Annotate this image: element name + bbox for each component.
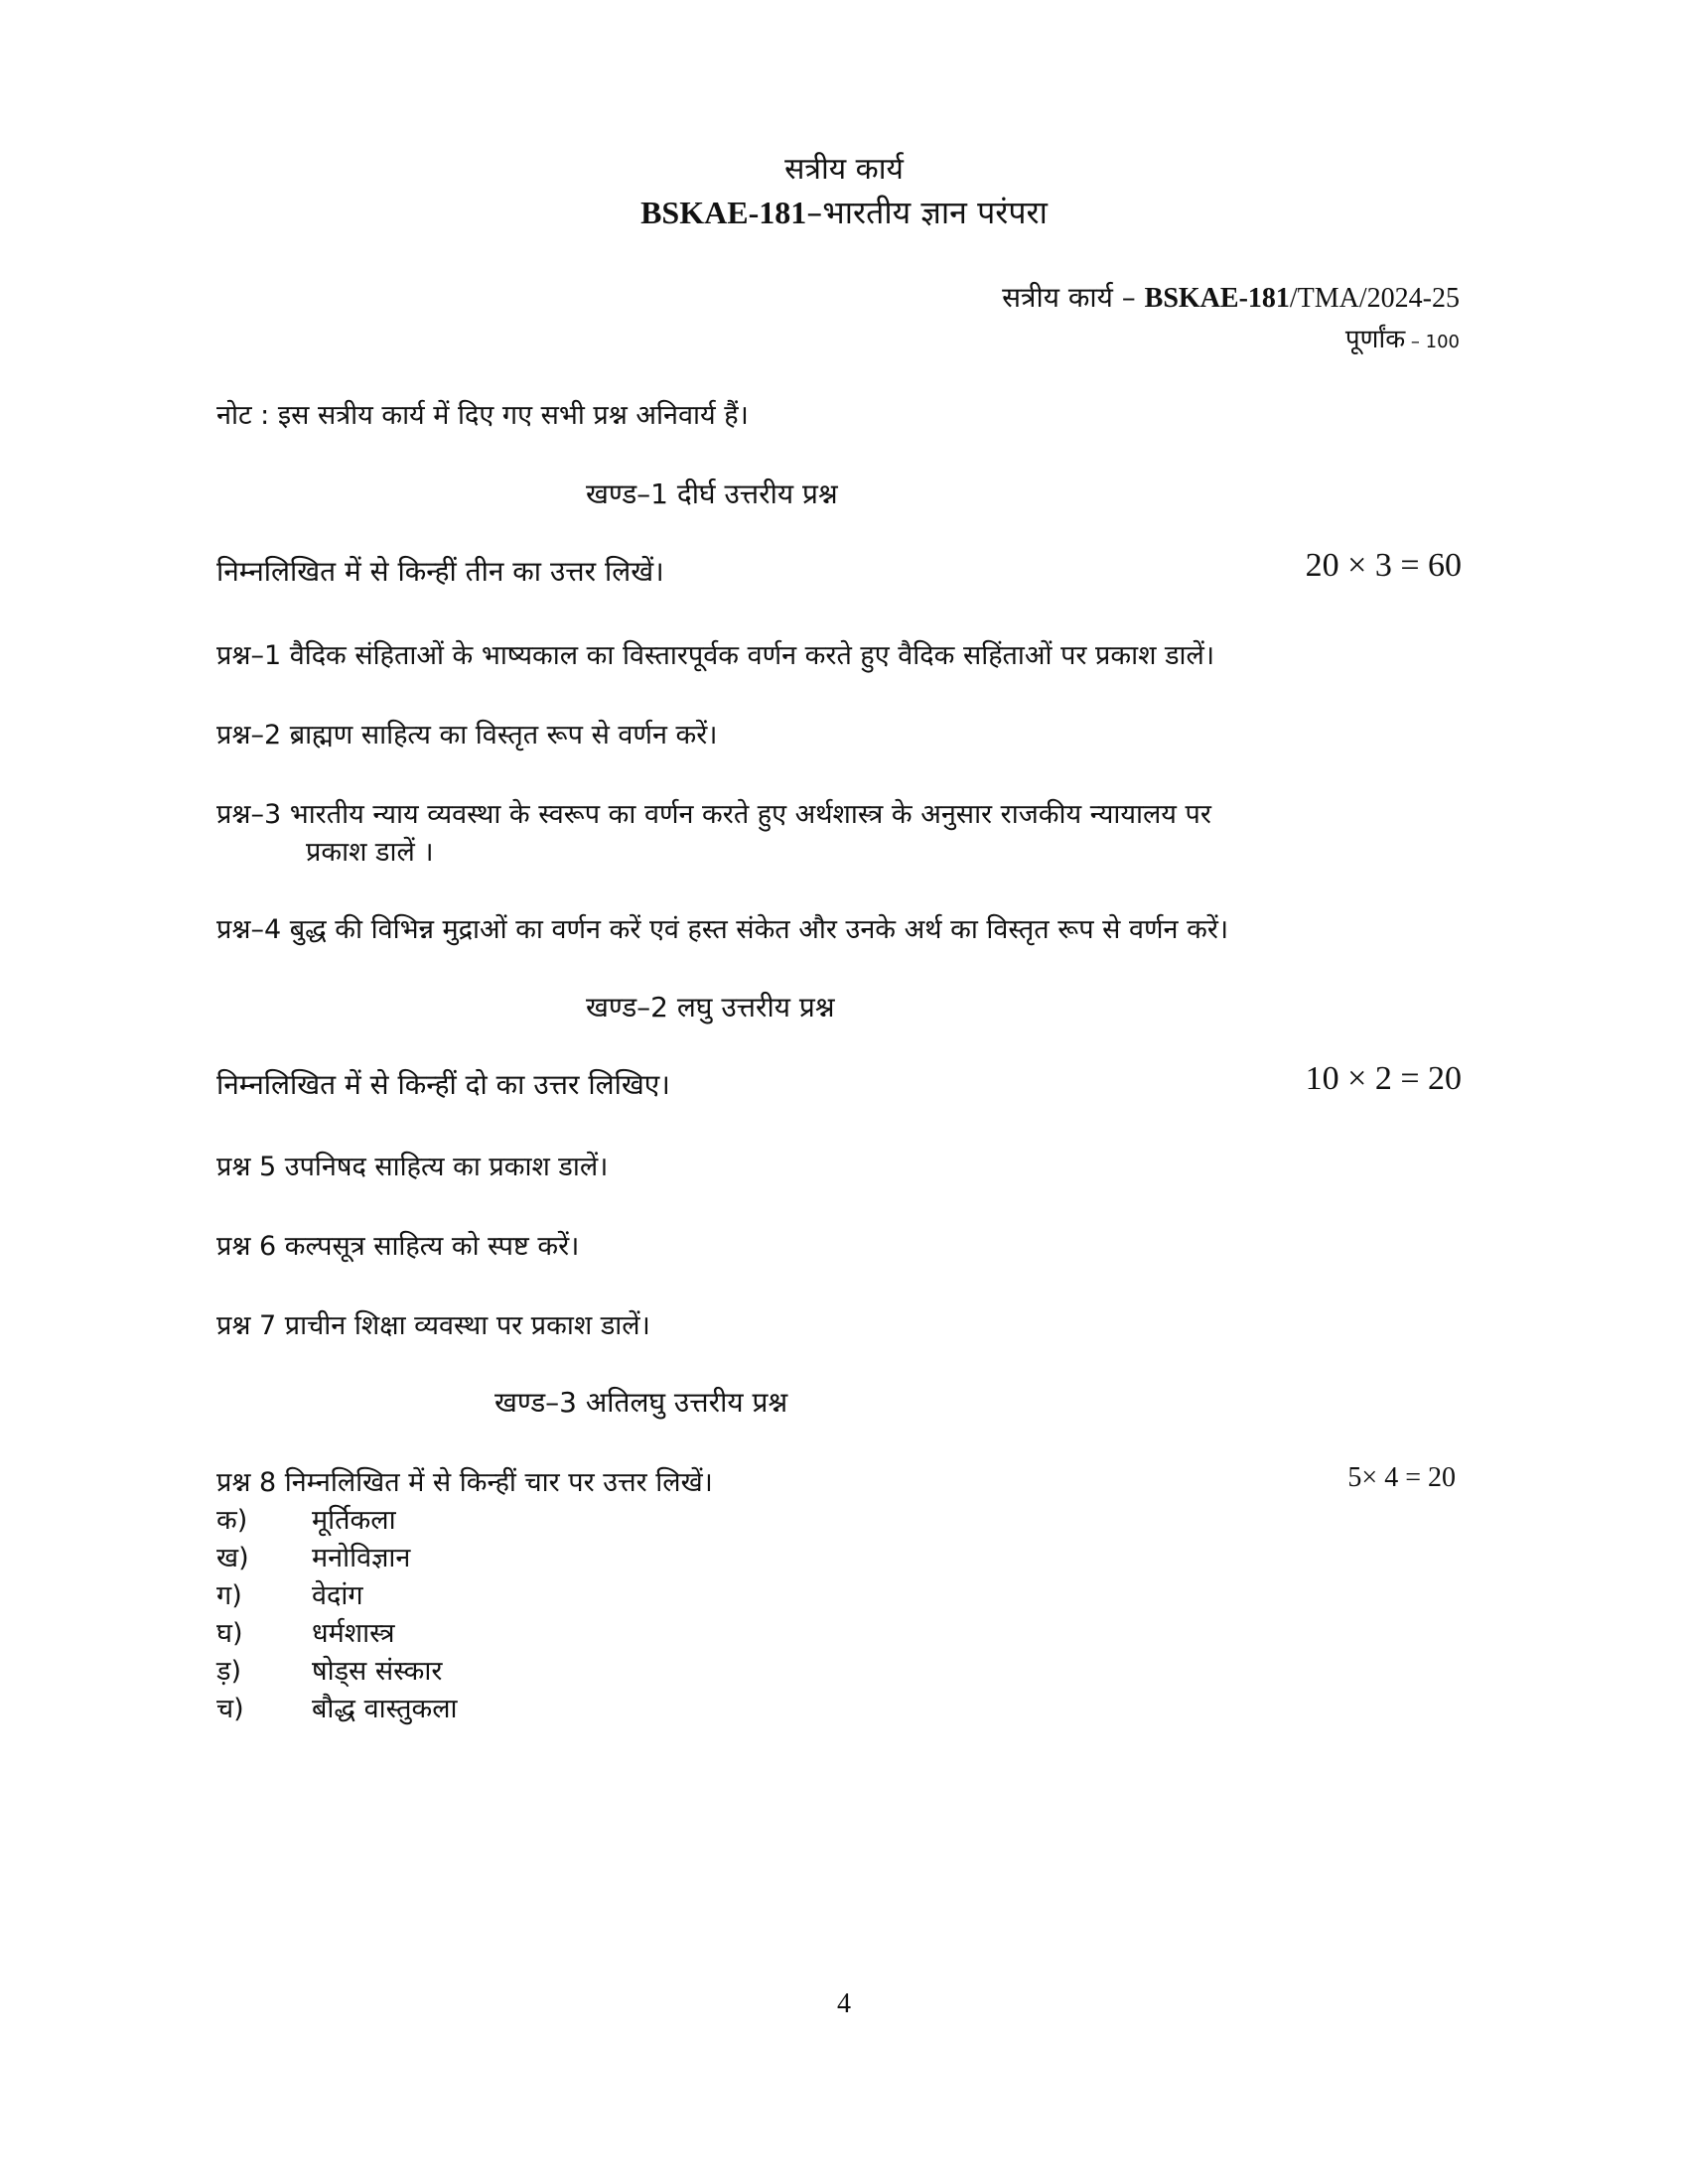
course-code: BSKAE-181 <box>640 195 807 230</box>
option-text: षोड्स संस्कार <box>312 1656 443 1687</box>
note-text: नोट : इस सत्रीय कार्य में दिए गए सभी प्रश्न अनिवार्य हैं। <box>216 400 749 431</box>
option-text: मनोविज्ञान <box>312 1543 411 1573</box>
question-3-line1: प्रश्न–3 भारतीय न्याय व्यवस्था के स्वरूप का वर्णन करते हुए अर्थशास्त्र के अनुसार राजकीय न्यायालय पर <box>216 799 1211 830</box>
option-text: धर्मशास्त्र <box>312 1618 395 1649</box>
section2-heading: खण्ड–2 लघु उत्तरीय प्रश्न <box>586 991 835 1024</box>
option-label: च) <box>216 1694 244 1724</box>
question-2: प्रश्न–2 ब्राह्मण साहित्य का विस्तृत रूप से वर्णन करें। <box>216 720 718 751</box>
section3-heading: खण्ड–3 अतिलघु उत्तरीय प्रश्न <box>494 1386 788 1419</box>
question-6: प्रश्न 6 कल्पसूत्र साहित्य को स्पष्ट करें। <box>216 1231 580 1262</box>
list-item <box>216 1500 396 1537</box>
question-3-line2: प्रकाश डालें । <box>306 837 434 868</box>
document-title: सत्रीय कार्य <box>784 152 904 187</box>
max-marks-value: – 100 <box>1405 332 1460 352</box>
option-label: घ) <box>216 1618 243 1649</box>
list-item <box>216 1689 458 1725</box>
question-4: प्रश्न–4 बुद्ध की विभिन्न मुद्राओं का वर्णन करें एवं हस्त संकेत और उनके अर्थ का विस्तृत रूप से वर्णन करें। <box>216 914 1229 945</box>
section1-heading: खण्ड–1 दीर्घ उत्तरीय प्रश्न <box>586 478 838 510</box>
assignment-code-line <box>1002 278 1460 316</box>
section1-instruction: निम्नलिखित में से किन्हीं तीन का उत्तर लिखें। <box>216 555 664 588</box>
option-text: बौद्ध वास्तुकला <box>312 1694 458 1724</box>
list-item <box>216 1613 395 1650</box>
list-item <box>216 1575 363 1612</box>
assignment-code: BSKAE-181 <box>1144 283 1290 314</box>
option-label: ख) <box>216 1543 249 1573</box>
list-item <box>216 1651 442 1688</box>
question-8: प्रश्न 8 निम्नलिखित में से किन्हीं चार पर उत्तर लिखें। <box>216 1467 713 1498</box>
page-number: 4 <box>837 1988 851 2019</box>
max-marks-line <box>1345 320 1460 355</box>
section3-marks: 5× 4 = 20 <box>1347 1462 1456 1493</box>
course-name: –भारतीय ज्ञान परंपरा <box>806 194 1048 231</box>
option-label: क) <box>216 1505 248 1536</box>
option-text: वेदांग <box>312 1580 363 1611</box>
list-item <box>216 1538 410 1574</box>
question-7: प्रश्न 7 प्राचीन शिक्षा व्यवस्था पर प्रकाश डालें। <box>216 1310 650 1341</box>
option-text: मूर्तिकला <box>312 1505 396 1536</box>
option-label: ग) <box>216 1580 242 1611</box>
question-1: प्रश्न–1 वैदिक संहिताओं के भाष्यकाल का विस्तारपूर्वक वर्णन करते हुए वैदिक सहिंताओं पर प्रकाश डालें। <box>216 640 1215 671</box>
section2-marks: 10 × 2 = 20 <box>1305 1060 1462 1097</box>
assignment-label: सत्रीय कार्य – <box>1002 281 1145 314</box>
max-marks-label: पूर्णांक <box>1344 325 1406 354</box>
course-title <box>0 191 1688 233</box>
section1-marks: 20 × 3 = 60 <box>1305 547 1462 584</box>
section2-instruction: निम्नलिखित में से किन्हीं दो का उत्तर लिखिए। <box>216 1068 670 1101</box>
question-5: प्रश्न 5 उपनिषद साहित्य का प्रकाश डालें। <box>216 1152 609 1182</box>
assignment-suffix: /TMA/2024-25 <box>1289 283 1460 314</box>
option-label: ड़) <box>216 1656 241 1687</box>
